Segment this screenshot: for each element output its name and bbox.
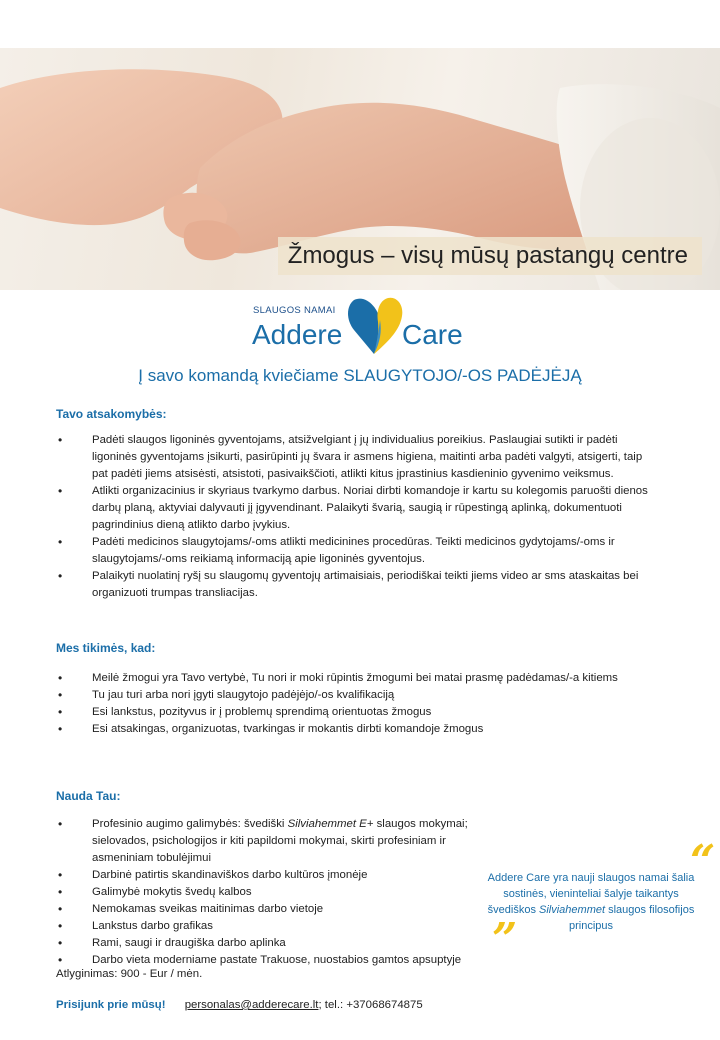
list-item: • Rami, saugi ir draugiška darbo aplinka — [56, 935, 486, 952]
list-item: • Meilė žmogui yra Tavo vertybė, Tu nori ir moki rūpintis žmogumi bei matai prasmę padėdamas/-a kitiems — [56, 670, 648, 687]
list-item: • Padėti medicinos slaugytojams/-oms atlikti medicinines procedūras. Teikti medicinos gydytojams/-oms ir slaugytojams/-oms reikiamą informaciją apie ligoninės gyventojus. — [56, 534, 648, 568]
list-item: • Tu jau turi arba nori įgyti slaugytojo padėjėjo/-os kvalifikaciją — [56, 687, 648, 704]
phone-text: ; tel.: +37068674875 — [318, 999, 423, 1011]
responsibilities-title: Tavo atsakomybės: — [56, 407, 167, 421]
list-item: • Darbo vieta moderniame pastate Trakuose, nuostabios gamtos apsuptyje — [56, 952, 486, 969]
logo-small-text: SLAUGOS NAMAI — [253, 305, 336, 316]
logo-word-care: Care — [402, 319, 463, 350]
hero-banner: Žmogus – visų mūsų pastangų centre — [278, 237, 702, 275]
close-quote-mark: ” — [492, 914, 518, 965]
list-item: • Nemokamas sveikas maitinimas darbo vietoje — [56, 901, 486, 918]
quote-emphasis: Silviahemmet — [539, 904, 606, 916]
list-item: • Padėti slaugos ligoninės gyventojams, atsižvelgiant į jų individualius poreikius. Paslaugiai sutikti ir padėti ligoninės gyventojams įsikurti, pasirūpinti jų švara ir asmens higiena, maitinti arba padėti valgyti, atsigerti, taip pat padėti jiems atsisėsti, atsistoti, pasivaikščioti, atlikti kitus įprastinius kasdieninio gyvenimo veiksmus. — [56, 432, 648, 483]
benefits-list — [56, 816, 486, 969]
expectations-list — [56, 670, 648, 738]
benefit-text: slaugos mokymai; sielovados, psichologijos ir kiti papildomi mokymai, skirti profesiniam ir asmeniniam tobulėjimui — [92, 818, 468, 864]
logo-word-addere: Addere — [252, 319, 343, 350]
contact-line — [56, 999, 423, 1011]
list-item: • Galimybė mokytis švedų kalbos — [56, 884, 486, 901]
benefit-emphasis: Silviahemmet E+ — [287, 818, 374, 830]
quote-text: slaugos filosofijos principus — [568, 904, 695, 932]
list-item: • Palaikyti nuolatinį ryšį su slaugomų gyventojų artimaisiais, periodiškai teikti jiems video ar sms ataskaitas bei organizuoti trumpas transliacijas. — [56, 568, 648, 602]
open-quote-mark: “ — [690, 836, 716, 887]
benefit-text: Profesinio augimo galimybės: švediški — [92, 818, 288, 830]
hero-image — [0, 48, 720, 290]
heart-icon — [344, 292, 406, 356]
expectations-title: Mes tikimės, kad: — [56, 641, 156, 655]
salary-text: Atlyginimas: 900 - Eur / mėn. — [56, 968, 203, 980]
list-item: • Esi lankstus, pozityvus ir į problemų sprendimą orientuotas žmogus — [56, 704, 648, 721]
list-item: • Darbinė patirtis skandinaviškos darbo kultūros įmonėje — [56, 867, 486, 884]
list-item: • Lankstus darbo grafikas — [56, 918, 486, 935]
quote-text: Addere Care yra nauji slaugos namai šalia sostinės, vieninteliai šalyje taikantys švediškos — [487, 872, 695, 916]
benefits-title: Nauda Tau: — [56, 789, 121, 803]
list-item: • Atlikti organizacinius ir skyriaus tvarkymo darbus. Noriai dirbti komandoje ir kartu su kolegomis paruošti dienos darbų planą, aktyviai dalyvauti jį įgyvendinant. Palaikyti švarią, saugią ir rūpestingą aplinką, dokumentuoti pagrindinius dieną atlikto darbo įvykius. — [56, 483, 648, 534]
join-label: Prisijunk prie mūsų! — [56, 999, 166, 1011]
logo — [252, 292, 472, 358]
list-item: • Esi atsakingas, organizuotas, tvarkingas ir mokantis dirbti komandoje žmogus — [56, 721, 648, 738]
email-link[interactable]: personalas@adderecare.lt — [184, 999, 319, 1011]
page-headline: Į savo komandą kviečiame SLAUGYTOJO/-OS PADĖJĖJĄ — [138, 366, 582, 385]
list-item — [56, 816, 486, 867]
responsibilities-list — [56, 432, 648, 602]
